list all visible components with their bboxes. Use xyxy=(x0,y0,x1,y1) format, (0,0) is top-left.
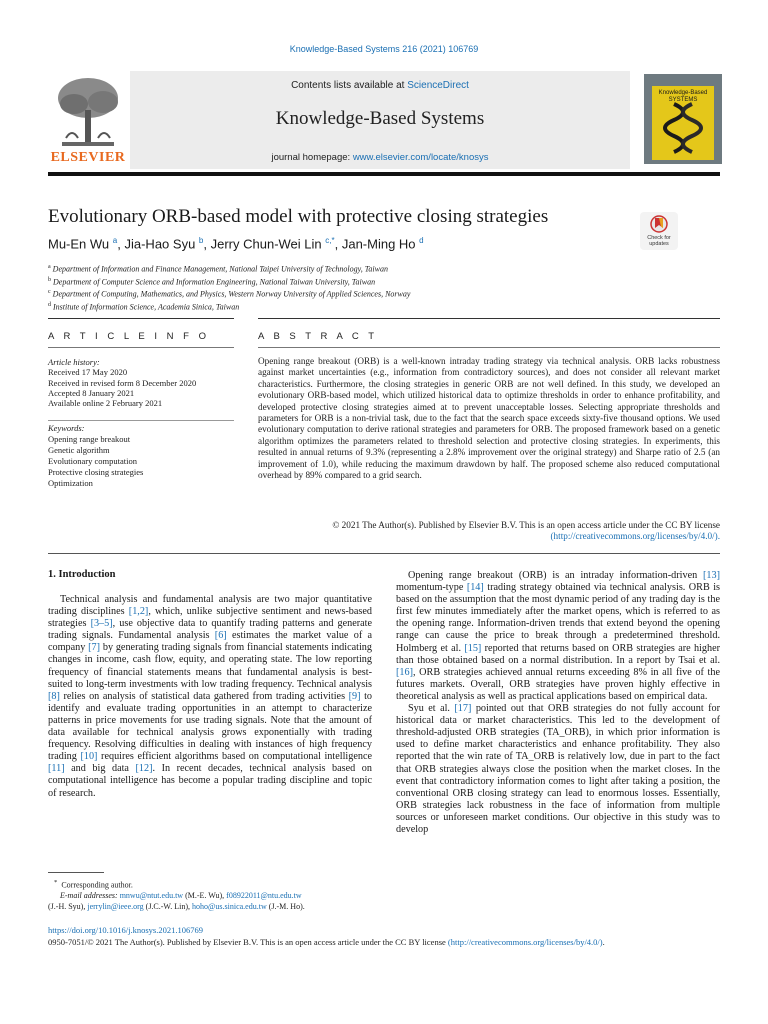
keyword-item: Protective closing strategies xyxy=(48,467,144,477)
issn-license-link[interactable]: (http://creativecommons.org/licenses/by/4.0/) xyxy=(447,937,603,947)
homepage-prefix: journal homepage: xyxy=(271,152,353,163)
body-paragraph xyxy=(396,703,720,836)
author-email-link[interactable]: f08922011@ntu.edu.tw xyxy=(226,891,302,901)
body-text: Technical analysis and fundamental analysis are two major quantitative trading disciplines xyxy=(48,594,372,618)
body-text: Syu et al. xyxy=(408,703,455,715)
body-text: by generating trading signals from financial statements indicating changes in income, cash flow, equity, and operating state. The low reporting frequency of financial statements means that fundamental analysis is best-suited to long-term investments with low trading frequency. Technical analysis xyxy=(48,642,372,690)
author-list: Mu-En Wu $^a$, Jia-Hao Syu $^b$, Jerry Chun-Wei Lin $^{c,*}$, Jan-Ming Ho $^d$ xyxy=(48,236,424,252)
keywords-rule xyxy=(48,420,234,421)
author-affil-mark[interactable]: a xyxy=(112,236,118,245)
affiliations xyxy=(48,262,410,313)
body-text: . In recent decades, technical analysis based on computational intelligence has become a popular trading discipline and topic of research. xyxy=(48,763,372,799)
body-text: and big data xyxy=(64,763,136,775)
paper-title: Evolutionary ORB-based model with protective closing strategies xyxy=(48,206,549,227)
affil-mark: d xyxy=(48,301,51,308)
body-text: reported that returns based on ORB strategies are higher than those obtained based on a normal distribution. In a report by Tsai et al. xyxy=(396,642,720,666)
body-text: relies on analysis of statistical data gathered from trading activities xyxy=(59,690,349,702)
body-text: , which, unlike subjective sentiment and news-based strategies xyxy=(48,606,372,630)
body-column-right xyxy=(396,570,720,836)
body-text: , use objective data to quantify trading patterns and generate trading signals. Fundamental analysis xyxy=(48,618,372,642)
article-history xyxy=(48,357,196,408)
footnotes xyxy=(48,878,378,912)
history-label: Article history: xyxy=(48,357,100,367)
email-owner: (J.-M. Ho). xyxy=(266,901,305,911)
body-text: momentum-type xyxy=(396,582,467,594)
journal-homepage xyxy=(130,152,630,163)
corresponding-author-note: * Corresponding author. xyxy=(54,879,133,890)
citation-link[interactable]: [10] xyxy=(80,751,98,763)
email-owner: (M.-E. Wu), xyxy=(183,891,227,901)
body-text: requires efficient algorithms based on computational intelligence xyxy=(97,751,372,763)
bookmark-ribbon-icon xyxy=(640,212,678,234)
author-name: Mu-En Wu xyxy=(48,236,110,252)
citation-link[interactable]: [8] xyxy=(48,690,60,702)
issn-text: 0950-7051/© 2021 The Author(s). Published by Elsevier B.V. This is an open access article under the CC BY license xyxy=(48,937,448,947)
affil-mark: b xyxy=(48,276,51,283)
affiliation-line xyxy=(48,287,410,300)
check-for-updates-label: Check for updates xyxy=(647,235,671,247)
author-name: Jia-Hao Syu xyxy=(124,236,196,252)
license-statement xyxy=(258,520,720,543)
body-paragraph xyxy=(396,570,720,703)
body-text: pointed out that ORB strategies do not fully account for historical data or market characteristics. This led to the development of threshold-adjusted ORB strategies (TA_ORB), in which prior information is used to define market characteristics and enhance profitability. They also reported that the win rate of TA_ORB is relatively low, due in part to the fact that ORB strategies always close the position when the market closes. In the event that contradictory information comes to light after taking a position, the conventional ORB closing strategy can lead to enormous losses. Essentially, ORB strategies lack robustness in the face of information from multiple sources or unforeseen market conditions. Our objective in this study was to develop xyxy=(396,703,720,835)
email-owner: (J.C.-W. Lin), xyxy=(143,901,193,911)
history-line: Received 17 May 2020 xyxy=(48,367,128,378)
keywords-label: Keywords: xyxy=(48,423,85,433)
elsevier-wordmark: ELSEVIER xyxy=(50,150,126,165)
author-email-link[interactable]: hoho@us.sinica.edu.tw xyxy=(192,901,267,911)
affil-mark: a xyxy=(48,264,51,270)
abstract-heading: A B S T R A C T xyxy=(258,331,378,342)
homepage-link[interactable]: www.elsevier.com/locate/knosys xyxy=(352,152,489,163)
body-paragraph xyxy=(48,594,372,800)
citation-link[interactable]: [14] xyxy=(466,582,484,594)
body-text: estimates the market value of a company xyxy=(48,630,372,654)
citation-link[interactable]: [6] xyxy=(214,630,227,642)
author-affil-mark[interactable]: d xyxy=(419,236,424,245)
keyword-item: Evolutionary computation xyxy=(48,456,137,466)
header-rule xyxy=(48,172,720,176)
cover-title: Knowledge-Based SYSTEMS xyxy=(658,90,708,103)
citation-link[interactable]: [3–5] xyxy=(90,618,113,630)
citation-link[interactable]: [16] xyxy=(396,666,413,678)
article-info-top-rule xyxy=(48,318,234,319)
keywords xyxy=(48,423,143,489)
author-email-link[interactable]: mnwu@ntut.edu.tw xyxy=(119,891,184,901)
history-line: Available online 2 February 2021 xyxy=(48,398,163,409)
abstract-end-rule xyxy=(48,553,720,554)
license-link[interactable]: (http://creativecommons.org/licenses/by/4.0/). xyxy=(550,531,720,542)
license-line: © 2021 The Author(s). Published by Elsevier B.V. This is an open access article under the CC BY license xyxy=(332,520,720,530)
issn-line xyxy=(48,937,605,947)
affiliation-line xyxy=(48,300,410,313)
contents-prefix: Contents lists available at xyxy=(291,80,408,91)
email-owner: (J.-H. Syu), xyxy=(48,901,88,911)
keyword-item: Genetic algorithm xyxy=(48,445,110,455)
issn-end: . xyxy=(602,937,605,947)
affil-mark: c xyxy=(48,289,51,296)
affiliation-line xyxy=(48,275,410,288)
history-line: Received in revised form 8 December 2020 xyxy=(48,377,197,388)
doi-link[interactable]: https://doi.org/10.1016/j.knosys.2021.106769 xyxy=(48,925,203,935)
email-note-cont xyxy=(48,902,378,913)
body-text: trading strategy obtained via technical analysis. ORB is based on the assumption that the most dynamic period of any trading day is the first few minutes immediately after the market opens, which is referred to as the opening range. Information-driven trends that extend beyond the opening range can cause the price to break through a predetermined threshold. Holmberg et al. xyxy=(396,582,720,654)
author-affil-mark[interactable]: c,* xyxy=(325,236,335,245)
citation-link[interactable]: [1,2] xyxy=(128,606,149,618)
keyword-item: Opening range breakout xyxy=(48,434,131,444)
corresponding-label: Corresponding author. xyxy=(61,880,133,890)
citation-link[interactable]: [11] xyxy=(48,763,65,775)
citation-link[interactable]: [15] xyxy=(464,642,482,654)
citation-link[interactable]: [9] xyxy=(348,690,361,702)
footnote-rule xyxy=(48,872,104,873)
author-name: Jan-Ming Ho xyxy=(341,236,416,252)
email-label: E-mail addresses: xyxy=(60,891,118,901)
body-column-left xyxy=(48,594,372,800)
sciencedirect-link[interactable]: ScienceDirect xyxy=(407,80,469,91)
article-info-bottom-rule xyxy=(48,347,234,348)
author-affil-mark[interactable]: b xyxy=(198,236,204,245)
body-text: , ORB strategies achieved annual returns exceeding 8% in all five of the futures markets. Overall, ORB strategies have proven highly effective in theoretical analysis as well as practical applications based on empirical data. xyxy=(396,666,720,702)
email-note xyxy=(48,891,378,902)
contents-line xyxy=(130,80,630,91)
citation-link[interactable]: [13] xyxy=(703,570,720,581)
journal-citation[interactable]: Knowledge-Based Systems 216 (2021) 106769 xyxy=(289,44,479,54)
history-line: Accepted 8 January 2021 xyxy=(48,387,135,398)
affiliation-text: Department of Computing, Mathematics, and Physics, Western Norway University of Applied Sciences, Norway xyxy=(52,289,411,299)
section-heading-introduction: 1. Introduction xyxy=(48,569,116,580)
affiliation-text: Department of Computer Science and Information Engineering, National Taiwan University, Taiwan xyxy=(53,277,376,287)
abstract-text: Opening range breakout (ORB) is a well-known intraday trading strategy via technical analysis. ORB lacks robustness against market uncertainties (e.g., information from contradictory sources), and does not consider all relevant market characteristics. Furthermore, the closing strategies in generic ORB are not well defined. In this study, we developed an evolutionary ORB-based model, which utilized historical data to optimize thresholds in order to enhance profitability, and developed protective closing strategies aimed at to prevent unacceptable losses. Selecting appropriate thresholds and parameters for ORB is a non-trivial task, due to the fact that the search space exceeds sixty-five thousand options. We used evolutionary computation to derive rational strategies and parameters for ORB. The proposed framework based on a genetic algorithm optimizes the parameters related to threshold selection and protective closing strategies. In experiments, this resulted in annual returns of 9.3% (representing a 2.8% improvement over the original strategy) and Sharpe ratio of 2.5 (an improvement of 1.0), while reducing the maximum drawdown by half. The proposed scheme also reduced computational overhead by 89% compared to a grid search. xyxy=(258,356,720,481)
article-info-heading: A R T I C L E I N F O xyxy=(48,331,210,342)
affiliation-line xyxy=(48,262,410,275)
journal-name: Knowledge-Based Systems xyxy=(275,108,485,129)
abstract-top-rule xyxy=(258,318,720,319)
affiliation-text: Department of Information and Finance Management, National Taipei University of Technology, Taiwan xyxy=(52,264,388,274)
citation-link[interactable]: [17] xyxy=(454,703,472,715)
keyword-item: Optimization xyxy=(48,478,93,488)
body-text: to identify and evaluate trading opportunities in an attempt to characterize patterns in price movements for use trading signals. Note that the amount of data available for technical analysis grows exponentially with trading frequency. Resolving difficulties in dealing with instances of high frequency trading xyxy=(48,690,372,763)
body-text: Opening range breakout (ORB) is an intraday information-driven xyxy=(408,570,704,581)
affiliation-text: Institute of Information Science, Academia Sinica, Taiwan xyxy=(53,302,240,312)
citation-link[interactable]: [12] xyxy=(135,763,153,775)
citation-link[interactable]: [7] xyxy=(88,642,101,654)
abstract-bottom-rule xyxy=(258,347,720,348)
author-name: Jerry Chun-Wei Lin xyxy=(210,236,322,252)
author-email-link[interactable]: jerrylin@ieee.org xyxy=(87,901,144,911)
